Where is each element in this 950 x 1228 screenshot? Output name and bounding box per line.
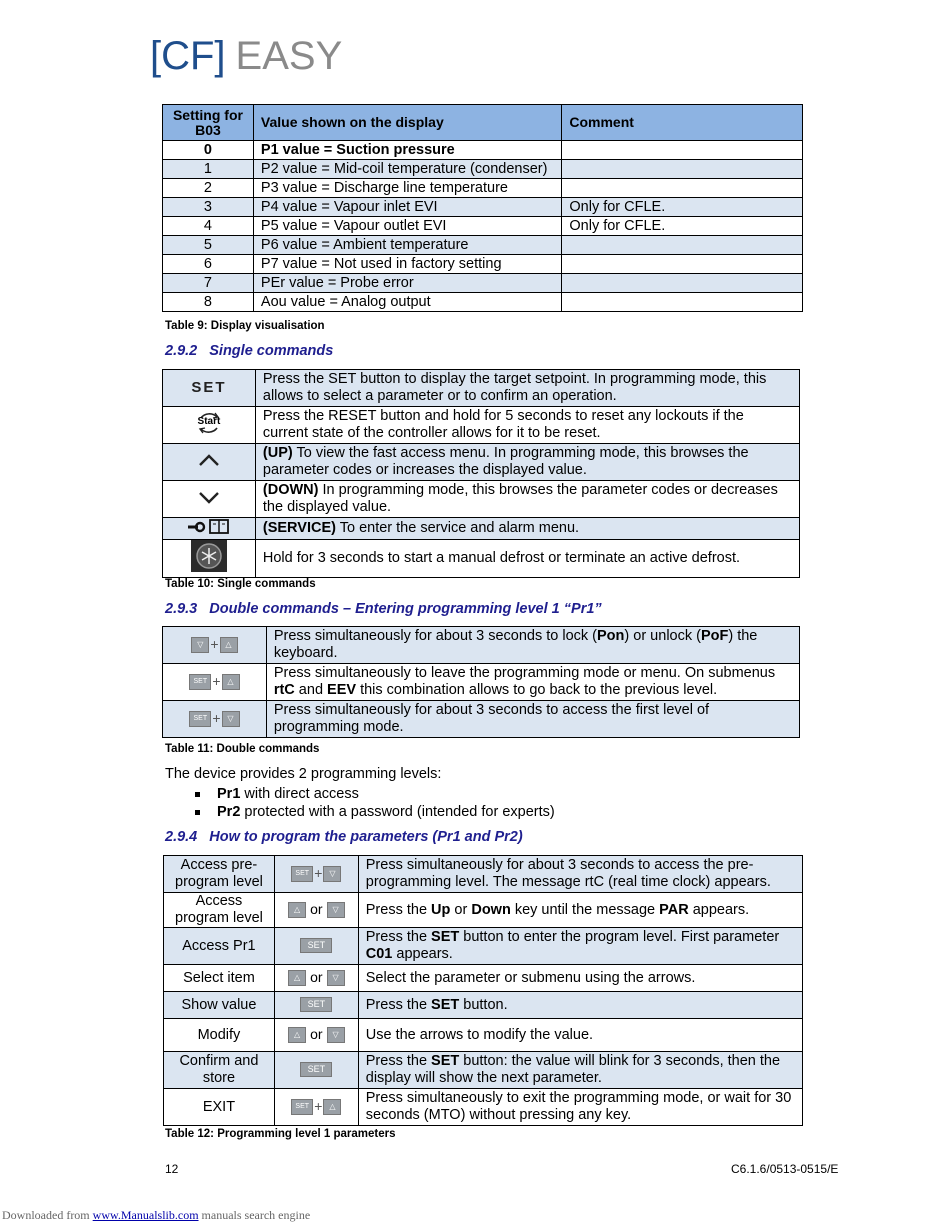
up-key-icon: △ <box>288 1027 306 1043</box>
document-code: C6.1.6/0513-0515/E <box>731 1162 839 1176</box>
table-row: 6 P7 value = Not used in factory setting <box>163 255 803 274</box>
table-row: 0 P1 value = Suction pressure <box>163 141 803 160</box>
table-row: Access Pr1 SET Press the SET button to enter the program level. First parameter C01 appears. <box>164 928 803 965</box>
down-arrow-icon <box>197 489 221 505</box>
table-row: EXIT SET + △ Press simultaneously to exit the programming mode, or wait for 30 seconds (MTO) without pressing any key. <box>164 1089 803 1126</box>
table-row: Hold for 3 seconds to start a manual defrost or terminate an active defrost. <box>163 540 800 578</box>
up-key-icon: △ <box>220 637 238 653</box>
set-plus-down-icon: SET + ▽ <box>189 711 239 727</box>
down-key-icon: ▽ <box>222 711 240 727</box>
table-row: Access program level △ or ▽ Press the Up or Down key until the message PAR appears. <box>164 893 803 928</box>
table-row: (UP) To view the fast access menu. In programming mode, this browses the parameter codes or increases the displayed value. <box>163 444 800 481</box>
cf-easy-logo <box>150 34 342 79</box>
down-key-icon: ▽ <box>327 902 345 918</box>
down-key-icon: ▽ <box>327 970 345 986</box>
set-key-icon: SET <box>189 711 211 727</box>
set-key-icon: SET <box>191 379 227 396</box>
levels-intro: The device provides 2 programming levels: <box>165 766 442 782</box>
table-row: 2 P3 value = Discharge line temperature <box>163 179 803 198</box>
table-row: 3 P4 value = Vapour inlet EVI Only for CFLE. <box>163 198 803 217</box>
set-key-icon: SET <box>300 1062 332 1077</box>
table-row: Confirm and store SET Press the SET button: the value will blink for 3 seconds, then the display will show the next parameter. <box>164 1052 803 1089</box>
table-row: Select item △ or ▽ Select the parameter or submenu using the arrows. <box>164 965 803 992</box>
col-header-setting: Setting for B03 <box>163 105 254 141</box>
manualslib-link[interactable]: www.Manualslib.com <box>92 1208 199 1222</box>
table-row: (SERVICE) To enter the service and alarm menu. <box>163 518 800 540</box>
display-visualisation-table <box>162 104 803 312</box>
wrench-book-icon <box>186 518 232 534</box>
up-key-icon: △ <box>222 674 240 690</box>
page-number: 12 <box>165 1162 179 1176</box>
table-row: SET Press the SET button to display the target setpoint. In programming mode, this allows to select a parameter or to confirm an operation. <box>163 370 800 407</box>
table12-caption: Table 12: Programming level 1 parameters <box>165 1128 396 1140</box>
up-arrow-icon <box>197 452 221 468</box>
table-row: Start Press the RESET button and hold for 5 seconds to reset any lockouts if the current state of the controller allows for it to be reset. <box>163 407 800 444</box>
defrost-icon <box>191 540 227 572</box>
download-notice: Downloaded from www.Manualslib.com manuals search engine <box>2 1208 311 1222</box>
single-commands-table <box>162 369 800 578</box>
section-heading-2-9-3: 2.9.3 Double commands – Entering programming level 1 “Pr1” <box>165 601 602 617</box>
up-key-icon: △ <box>288 970 306 986</box>
table-row: Access pre-program level SET + ▽ Press simultaneously for about 3 seconds to access the pre-programming level. The message rtC (real time clock) appears. <box>164 856 803 893</box>
set-key-icon: SET <box>189 674 211 690</box>
programming-parameters-table <box>163 855 803 1126</box>
section-heading-2-9-4: 2.9.4 How to program the parameters (Pr1 and Pr2) <box>165 829 523 845</box>
set-plus-up-icon: SET + △ <box>189 674 239 690</box>
up-key-icon: △ <box>288 902 306 918</box>
table-row: Modify △ or ▽ Use the arrows to modify the value. <box>164 1019 803 1052</box>
section-heading-2-9-2: 2.9.2 Single commands <box>165 343 334 359</box>
table11-caption: Table 11: Double commands <box>165 743 320 755</box>
table-row: 8 Aou value = Analog output <box>163 293 803 312</box>
list-item: Pr2 protected with a password (intended for experts) <box>165 804 555 822</box>
logo-product: EASY <box>235 34 343 78</box>
levels-list <box>165 786 555 822</box>
table-row: 1 P2 value = Mid-coil temperature (condenser) <box>163 160 803 179</box>
table-row: 7 PEr value = Probe error <box>163 274 803 293</box>
reset-start-icon: Start <box>194 410 224 436</box>
table-row: Show value SET Press the SET button. <box>164 992 803 1019</box>
logo-bracket: [CF] <box>150 34 226 78</box>
down-key-icon: ▽ <box>323 866 341 882</box>
table10-caption: Table 10: Single commands <box>165 578 316 590</box>
table9-caption: Table 9: Display visualisation <box>165 320 325 332</box>
up-key-icon: △ <box>323 1099 341 1115</box>
table-row: ▽ + △ Press simultaneously for about 3 seconds to lock (Pon) or unlock (PoF) the keyboard. <box>163 627 800 664</box>
table-row: SET + ▽ Press simultaneously for about 3 seconds to access the first level of programming mode. <box>163 701 800 738</box>
table-row: (DOWN) In programming mode, this browses the parameter codes or decreases the displayed value. <box>163 481 800 518</box>
down-key-icon: ▽ <box>327 1027 345 1043</box>
set-key-icon: SET <box>300 938 332 953</box>
table-row: SET + △ Press simultaneously to leave the programming mode or menu. On submenus rtC and EEV this combination allows to go back to the previous level. <box>163 664 800 701</box>
table-row: 5 P6 value = Ambient temperature <box>163 236 803 255</box>
set-key-icon: SET <box>300 997 332 1012</box>
col-header-value: Value shown on the display <box>253 105 561 141</box>
list-item: Pr1 with direct access <box>165 786 555 804</box>
col-header-comment: Comment <box>562 105 803 141</box>
down-key-icon: ▽ <box>191 637 209 653</box>
down-plus-up-icon: ▽ + △ <box>191 637 237 653</box>
double-commands-table <box>162 626 800 738</box>
table-row: 4 P5 value = Vapour outlet EVI Only for CFLE. <box>163 217 803 236</box>
set-key-icon: SET <box>291 866 313 882</box>
set-key-icon: SET <box>291 1099 313 1115</box>
